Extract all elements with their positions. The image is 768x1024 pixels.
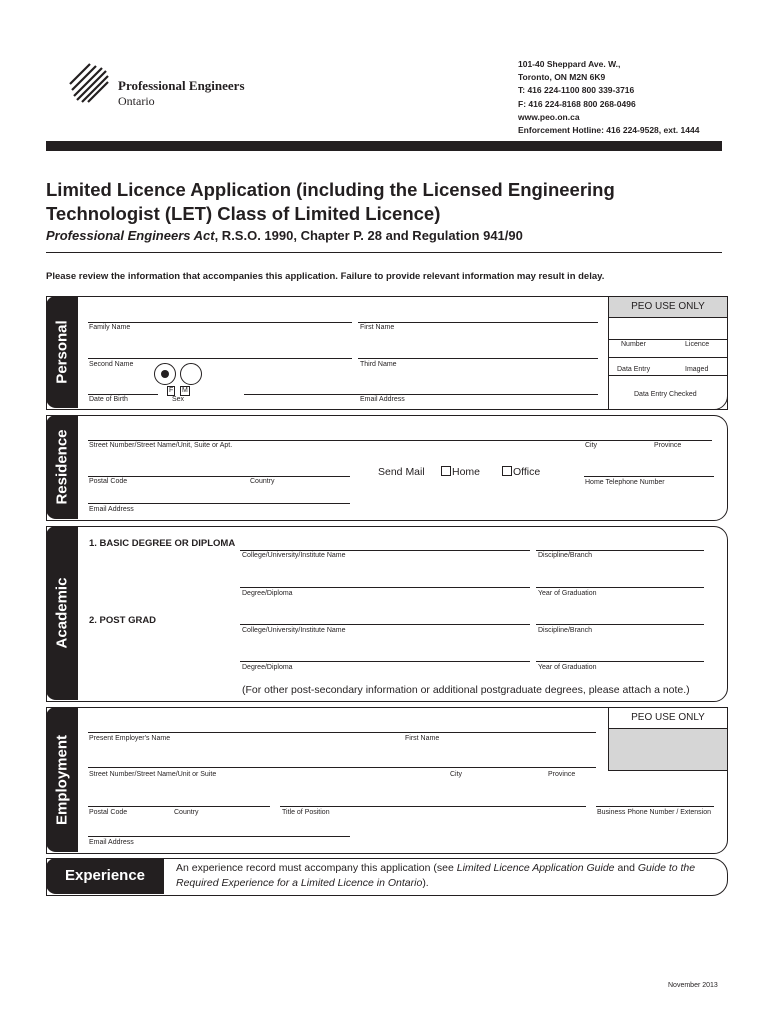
divider xyxy=(46,252,722,253)
title-line-2: Technologist (LET) Class of Limited Licence) xyxy=(46,203,441,224)
hotline-line: Enforcement Hotline: 416 224-9528, ext. 1444 xyxy=(518,125,700,136)
first-name-input[interactable] xyxy=(358,322,598,323)
employer-email-label: Email Address xyxy=(89,839,134,846)
first-name-label: First Name xyxy=(360,324,395,331)
residence-tab xyxy=(46,415,78,519)
date-of-birth-input[interactable] xyxy=(88,394,158,395)
third-name-label: Third Name xyxy=(360,361,397,368)
experience-text-part: and xyxy=(614,862,638,874)
residence-email-input[interactable] xyxy=(88,503,350,504)
employment-peo-use-box xyxy=(608,707,728,771)
peo-divider xyxy=(609,357,727,358)
peo-checked-label: Data Entry Checked xyxy=(634,391,697,398)
employer-street-label: Street Number/Street Name/Unit or Suite xyxy=(89,771,217,778)
employment-peo-heading: PEO USE ONLY xyxy=(609,708,727,729)
act-name: Professional Engineers Act xyxy=(46,228,215,243)
home-checkbox[interactable] xyxy=(441,466,451,476)
experience-text-part: An experience record must accompany this application (see xyxy=(176,862,457,874)
peo-shaded-area xyxy=(609,729,727,770)
residence-country-label: Country xyxy=(250,478,275,485)
sex-f-label: F xyxy=(169,387,174,394)
home-phone-input[interactable] xyxy=(584,476,714,477)
post-degree-label: Degree/Diploma xyxy=(242,664,293,671)
sex-m-label: M xyxy=(182,387,188,394)
academic-note: (For other post-secondary information or additional postgraduate degrees, please attach a note.) xyxy=(242,684,690,696)
home-phone-label: Home Telephone Number xyxy=(585,479,665,486)
send-mail-office-option[interactable] xyxy=(502,466,540,478)
peo-imaged-label: Imaged xyxy=(685,366,709,373)
personal-tab xyxy=(46,296,78,408)
basic-degree-label: Degree/Diploma xyxy=(242,590,293,597)
peo-licence-label: Licence xyxy=(685,341,710,348)
title-line-1: Limited Licence Application (including the Licensed Engineering xyxy=(46,179,615,200)
peo-logo-icon xyxy=(68,62,110,104)
employment-tab xyxy=(46,707,78,852)
post-year-input[interactable] xyxy=(536,661,704,662)
act-ref: , R.S.O. 1990, Chapter P. 28 and Regulation 941/90 xyxy=(214,228,523,243)
basic-discipline-input[interactable] xyxy=(536,550,704,551)
third-name-input[interactable] xyxy=(358,358,598,359)
basic-year-input[interactable] xyxy=(536,587,704,588)
post-year-label: Year of Graduation xyxy=(538,664,597,671)
residence-city-label: City xyxy=(585,442,598,449)
employer-postal-country-input[interactable] xyxy=(88,806,270,807)
academic-tab-label: Academic xyxy=(53,577,71,649)
website-line: www.peo.on.ca xyxy=(518,111,580,122)
guide-title: Limited Licence Application Guide xyxy=(456,862,615,874)
post-grad-heading: 2. POST GRAD xyxy=(89,615,157,626)
post-discipline-input[interactable] xyxy=(536,624,704,625)
basic-degree-heading: 1. BASIC DEGREE OR DIPLOMA xyxy=(89,538,236,549)
basic-degree-input[interactable] xyxy=(240,587,530,588)
second-name-label: Second Name xyxy=(89,361,134,368)
peo-use-box xyxy=(608,296,728,410)
business-phone-label: Business Phone Number / Extension xyxy=(597,809,712,816)
residence-street-label: Street Number/Street Name/Unit, Suite or Apt. xyxy=(89,442,233,449)
basic-college-input[interactable] xyxy=(240,550,530,551)
logo-name: Professional Engineers xyxy=(118,78,245,93)
peo-use-heading: PEO USE ONLY xyxy=(609,297,727,318)
peo-data-entry-label: Data Entry xyxy=(617,366,651,373)
date-of-birth-label: Date of Birth xyxy=(89,396,128,403)
basic-college-label: College/University/Institute Name xyxy=(242,552,346,559)
employer-first-name-label: First Name xyxy=(405,735,440,742)
basic-discipline-label: Discipline/Branch xyxy=(538,552,593,559)
post-degree-input[interactable] xyxy=(240,661,530,662)
header-bar xyxy=(46,141,722,151)
employer-name-input[interactable] xyxy=(88,732,596,733)
residence-province-label: Province xyxy=(654,442,682,449)
academic-section xyxy=(46,526,728,702)
phone-line: T: 416 224-1100 800 339-3716 xyxy=(518,85,635,96)
logo-province: Ontario xyxy=(118,94,155,108)
personal-tab-label: Personal xyxy=(53,320,71,384)
business-phone-input[interactable] xyxy=(596,806,714,807)
residence-postal-country-input[interactable] xyxy=(88,476,350,477)
post-discipline-label: Discipline/Branch xyxy=(538,627,593,634)
family-name-input[interactable] xyxy=(88,322,352,323)
post-college-label: College/University/Institute Name xyxy=(242,627,346,634)
form-date: November 2013 xyxy=(668,982,718,989)
send-mail-label: Send Mail xyxy=(378,466,425,478)
sex-label: Sex xyxy=(172,396,185,403)
position-title-input[interactable] xyxy=(280,806,586,807)
address-block xyxy=(518,58,699,137)
sex-female-radio[interactable] xyxy=(154,363,176,385)
experience-tab-label: Experience xyxy=(64,867,146,884)
residence-email-label: Email Address xyxy=(89,506,134,513)
employer-email-input[interactable] xyxy=(88,836,350,837)
academic-tab xyxy=(46,526,78,700)
radio-dot xyxy=(161,370,169,378)
personal-email-label: Email Address xyxy=(360,396,405,403)
employer-city-label: City xyxy=(450,771,463,778)
peo-divider xyxy=(609,375,727,376)
post-college-input[interactable] xyxy=(240,624,530,625)
page-subtitle xyxy=(46,228,523,243)
experience-tab xyxy=(46,858,164,894)
employer-postal-label: Postal Code xyxy=(89,809,128,816)
notice-text: Please review the information that accompanies this application. Failure to provide relevant information may result in delay. xyxy=(46,271,605,282)
send-mail-home-option[interactable] xyxy=(441,466,480,478)
residence-street-input[interactable] xyxy=(88,440,712,441)
employer-country-label: Country xyxy=(174,809,199,816)
personal-email-input[interactable] xyxy=(244,394,598,395)
position-title-label: Title of Position xyxy=(282,809,330,816)
employer-province-label: Province xyxy=(548,771,576,778)
experience-text-part: ). xyxy=(422,877,429,889)
office-checkbox[interactable] xyxy=(502,466,512,476)
experience-text xyxy=(176,861,716,891)
family-name-label: Family Name xyxy=(89,324,131,331)
address-line: Toronto, ON M2N 6K9 xyxy=(518,72,606,83)
guide-title: Guide to the Required Experience for a Limited Licence in Ontario xyxy=(176,862,696,889)
fax-line: F: 416 224-8168 800 268-0496 xyxy=(518,98,636,109)
page-title xyxy=(46,178,726,226)
basic-year-label: Year of Graduation xyxy=(538,590,597,597)
home-label: Home xyxy=(452,466,481,478)
peo-divider xyxy=(609,339,727,340)
residence-tab-label: Residence xyxy=(53,429,71,505)
employment-tab-label: Employment xyxy=(53,734,71,825)
office-label: Office xyxy=(513,466,541,478)
second-name-input[interactable] xyxy=(88,358,352,359)
peo-number-label: Number xyxy=(621,341,646,348)
residence-postal-label: Postal Code xyxy=(89,478,128,485)
employer-street-input[interactable] xyxy=(88,767,596,768)
address-line: 101-40 Sheppard Ave. W., xyxy=(518,59,621,69)
employer-name-label: Present Employer's Name xyxy=(89,735,171,742)
sex-male-radio[interactable] xyxy=(180,363,202,385)
